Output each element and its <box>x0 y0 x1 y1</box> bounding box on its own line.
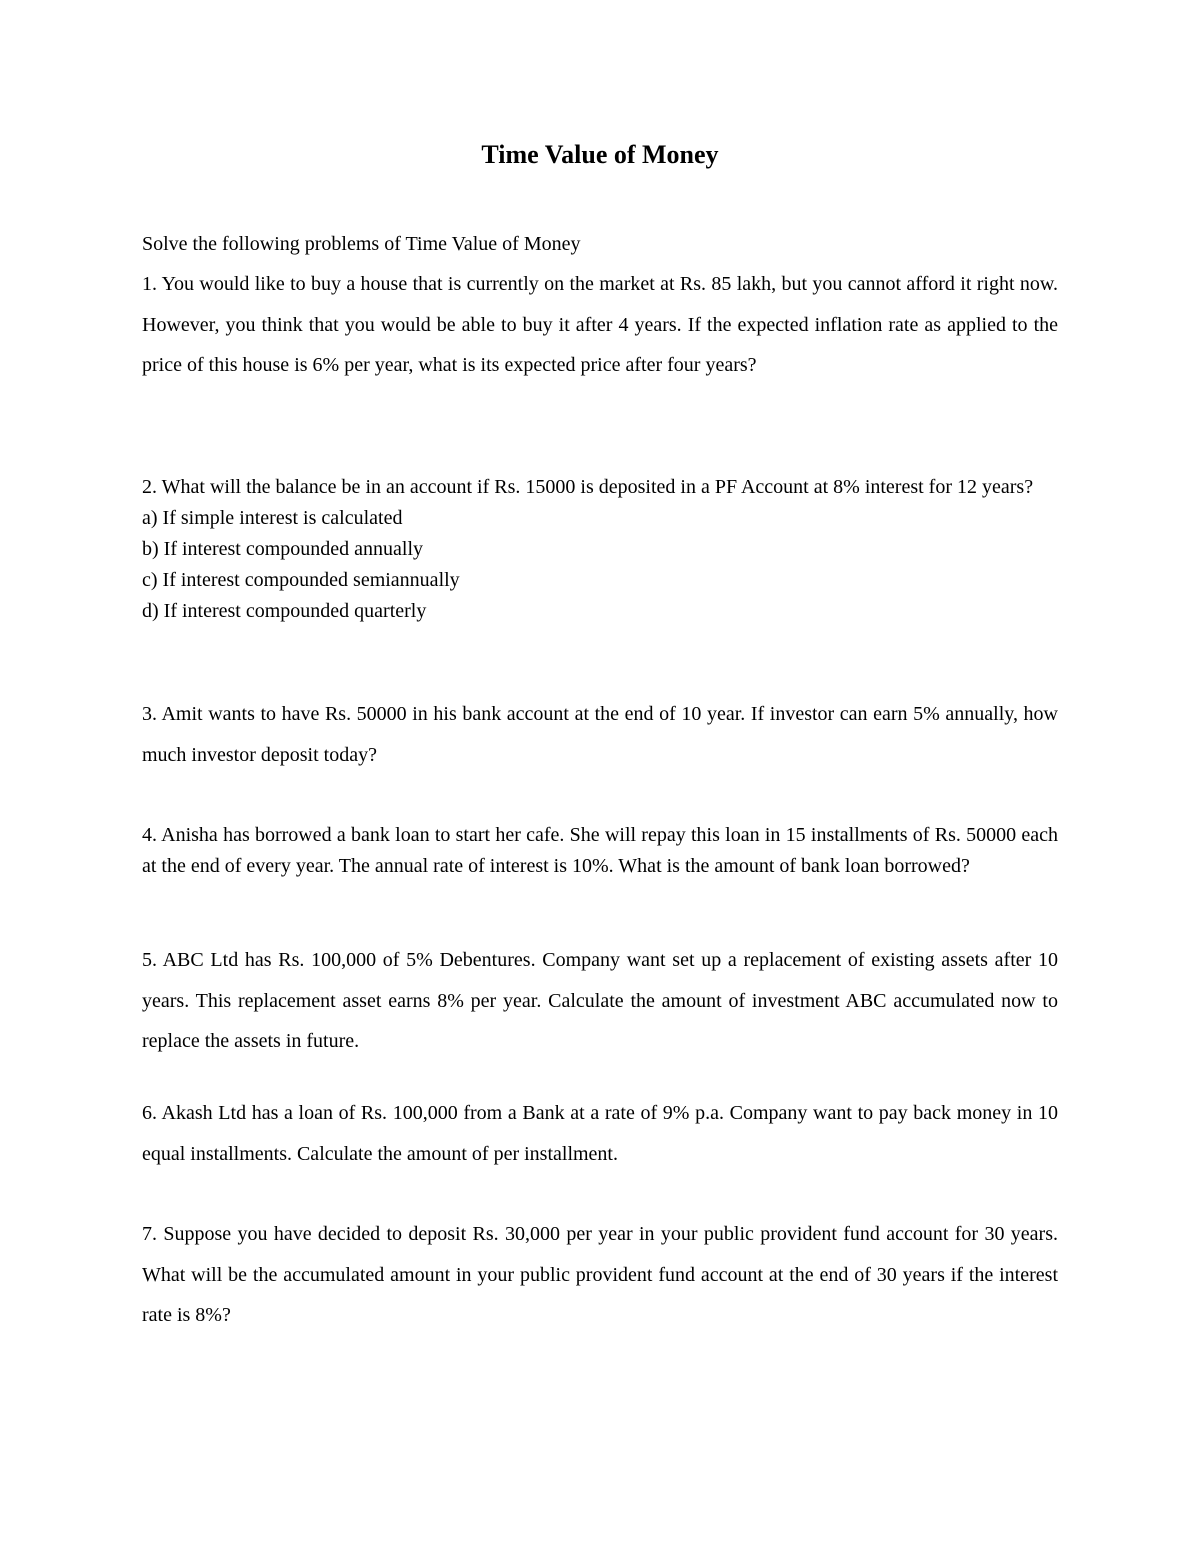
question-4: 4. Anisha has borrowed a bank loan to start her cafe. She will repay this loan in 15 installments of Rs. 50000 each at the end of every year. The annual rate of interest is 10%. What is the amount of bank loan borrowed? <box>142 824 1058 877</box>
document-title: Time Value of Money <box>481 140 719 169</box>
question-2-part-b: b) If interest compounded annually <box>142 538 424 560</box>
question-6: 6. Akash Ltd has a loan of Rs. 100,000 from a Bank at a rate of 9% p.a. Company want to pay back money in 10 equal installments. Calculate the amount of per installment. <box>142 1102 1058 1165</box>
instructions: Solve the following problems of Time Value of Money <box>142 233 581 255</box>
question-2-part-d: d) If interest compounded quarterly <box>142 600 427 622</box>
question-2-text: 2. What will the balance be in an account if Rs. 15000 is deposited in a PF Account at 8% interest for 12 years? <box>142 476 1034 498</box>
question-5: 5. ABC Ltd has Rs. 100,000 of 5% Debentures. Company want set up a replacement of existing assets after 10 years. This replacement asset earns 8% per year. Calculate the amount of investment ABC accumulated now to replace the assets in future. <box>142 949 1058 1052</box>
question-3: 3. Amit wants to have Rs. 50000 in his bank account at the end of 10 year. If investor can earn 5% annually, how much investor deposit today? <box>142 703 1058 766</box>
question-7: 7. Suppose you have decided to deposit Rs. 30,000 per year in your public provident fund account for 30 years. What will be the accumulated amount in your public provident fund account at the end of 30 years if the interest rate is 8%? <box>142 1223 1058 1326</box>
question-2-part-a: a) If simple interest is calculated <box>142 507 403 529</box>
question-2 <box>142 472 1058 627</box>
question-2-part-c: c) If interest compounded semiannually <box>142 569 460 591</box>
question-1: 1. You would like to buy a house that is currently on the market at Rs. 85 lakh, but you cannot afford it right now. However, you think that you would be able to buy it after 4 years. If the expected inflation rate as applied to the price of this house is 6% per year, what is its expected price after four years? <box>142 273 1058 376</box>
